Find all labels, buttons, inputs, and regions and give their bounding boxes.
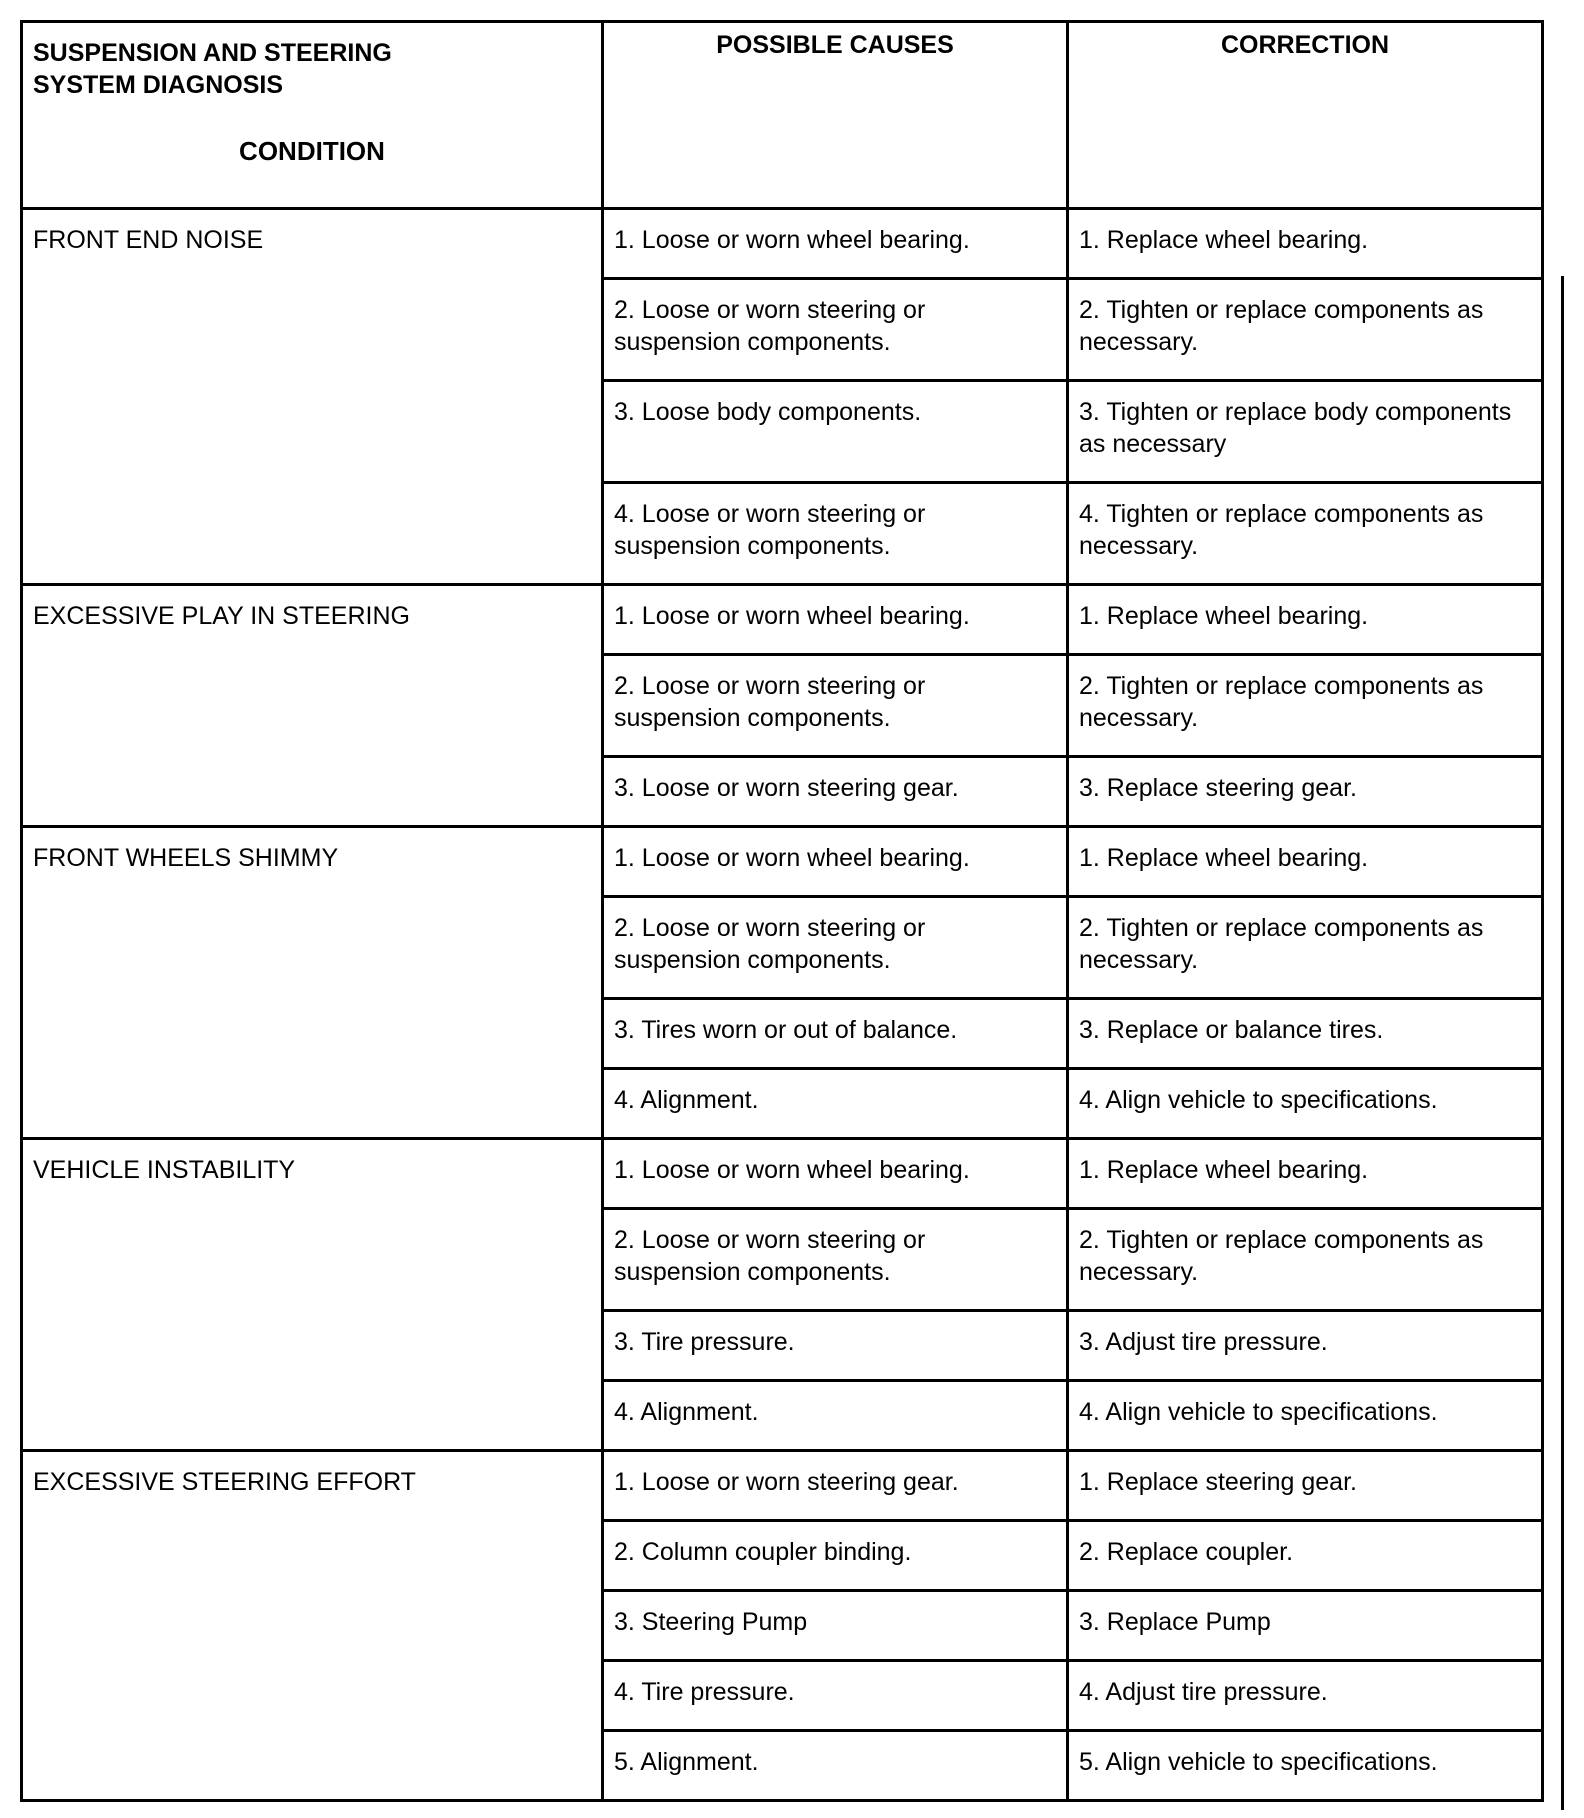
possible-cause-cell: 4. Alignment. — [603, 1381, 1068, 1451]
possible-cause-cell: 2. Loose or worn steering or suspension components. — [603, 279, 1068, 381]
correction-cell: 3. Replace Pump — [1068, 1591, 1543, 1661]
table-title-line-2: SYSTEM DIAGNOSIS — [33, 71, 284, 99]
table-header-row — [22, 22, 1543, 209]
condition-cell: EXCESSIVE STEERING EFFORT — [22, 1451, 603, 1801]
correction-cell: 3. Replace or balance tires. — [1068, 999, 1543, 1069]
possible-cause-cell: 1. Loose or worn wheel bearing. — [603, 209, 1068, 279]
condition-cell: FRONT END NOISE — [22, 209, 603, 585]
correction-column-header: CORRECTION — [1068, 22, 1543, 209]
correction-cell: 1. Replace wheel bearing. — [1068, 585, 1543, 655]
condition-cell: FRONT WHEELS SHIMMY — [22, 827, 603, 1139]
correction-cell: 4. Tighten or replace components as necessary. — [1068, 483, 1543, 585]
possible-cause-cell: 2. Loose or worn steering or suspension components. — [603, 897, 1068, 999]
correction-cell: 2. Tighten or replace components as necessary. — [1068, 279, 1543, 381]
condition-cell: EXCESSIVE PLAY IN STEERING — [22, 585, 603, 827]
possible-cause-cell: 1. Loose or worn wheel bearing. — [603, 1139, 1068, 1209]
correction-cell: 1. Replace wheel bearing. — [1068, 827, 1543, 897]
table-title-line-1: SUSPENSION AND STEERING — [33, 39, 392, 67]
possible-cause-cell: 3. Tires worn or out of balance. — [603, 999, 1068, 1069]
table-row — [22, 209, 1543, 279]
condition-cell: VEHICLE INSTABILITY — [22, 1139, 603, 1451]
possible-cause-cell: 4. Alignment. — [603, 1069, 1068, 1139]
condition-column-header: CONDITION — [239, 136, 385, 166]
correction-cell: 2. Tighten or replace components as necessary. — [1068, 897, 1543, 999]
correction-cell: 1. Replace wheel bearing. — [1068, 209, 1543, 279]
possible-cause-cell: 3. Loose or worn steering gear. — [603, 757, 1068, 827]
correction-cell: 2. Tighten or replace components as necessary. — [1068, 1209, 1543, 1311]
correction-cell: 4. Align vehicle to specifications. — [1068, 1069, 1543, 1139]
correction-cell: 2. Replace coupler. — [1068, 1521, 1543, 1591]
correction-cell: 3. Replace steering gear. — [1068, 757, 1543, 827]
possible-cause-cell: 4. Loose or worn steering or suspension components. — [603, 483, 1068, 585]
correction-cell: 5. Align vehicle to specifications. — [1068, 1731, 1543, 1801]
right-border-line — [1561, 276, 1564, 1810]
correction-cell: 3. Adjust tire pressure. — [1068, 1311, 1543, 1381]
possible-cause-cell: 3. Loose body components. — [603, 381, 1068, 483]
table-row — [22, 585, 1543, 655]
possible-cause-cell: 1. Loose or worn steering gear. — [603, 1451, 1068, 1521]
correction-cell: 2. Tighten or replace components as necessary. — [1068, 655, 1543, 757]
possible-cause-cell: 1. Loose or worn wheel bearing. — [603, 585, 1068, 655]
correction-cell: 1. Replace wheel bearing. — [1068, 1139, 1543, 1209]
table-row — [22, 827, 1543, 897]
header-condition-cell — [22, 22, 603, 209]
correction-cell: 4. Adjust tire pressure. — [1068, 1661, 1543, 1731]
possible-cause-cell: 1. Loose or worn wheel bearing. — [603, 827, 1068, 897]
possible-cause-cell: 3. Steering Pump — [603, 1591, 1068, 1661]
possible-cause-cell: 2. Loose or worn steering or suspension components. — [603, 1209, 1068, 1311]
table-row — [22, 1139, 1543, 1209]
correction-cell: 3. Tighten or replace body components as necessary — [1068, 381, 1543, 483]
diagnosis-table — [20, 20, 1544, 1802]
correction-cell: 4. Align vehicle to specifications. — [1068, 1381, 1543, 1451]
correction-cell: 1. Replace steering gear. — [1068, 1451, 1543, 1521]
possible-cause-cell: 2. Loose or worn steering or suspension components. — [603, 655, 1068, 757]
possible-cause-cell: 3. Tire pressure. — [603, 1311, 1068, 1381]
possible-causes-column-header: POSSIBLE CAUSES — [603, 22, 1068, 209]
possible-cause-cell: 4. Tire pressure. — [603, 1661, 1068, 1731]
possible-cause-cell: 2. Column coupler binding. — [603, 1521, 1068, 1591]
table-row — [22, 1451, 1543, 1521]
possible-cause-cell: 5. Alignment. — [603, 1731, 1068, 1801]
